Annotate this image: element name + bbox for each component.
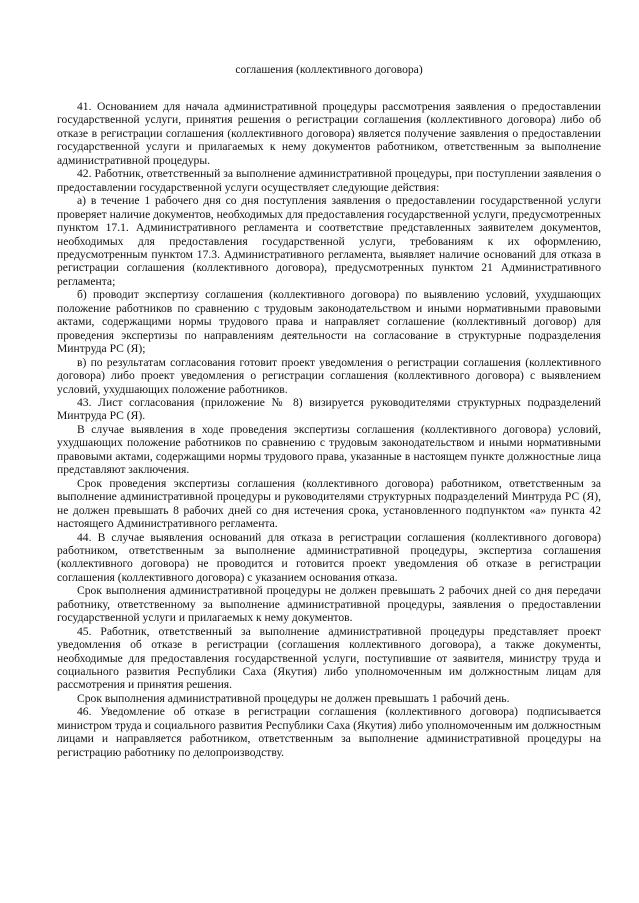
paragraph-42-a: а) в течение 1 рабочего дня со дня поступления заявления о предоставлении государственной услуги проверяет наличие документов, необходимых для предоставления государственной услуги, предусмотренных пунктом 17.1. Административного регламента и соответствие представленных заявителем документов, необходимых для предоставления государственной услуги, требованиям к их оформлению, предусмотренным пунктом 17.3. Административного регламента, выявляет наличие оснований для отказа в регистрации соглашения (коллективного договора), предусмотренных пунктом 21 Административного регламента;: [57, 194, 601, 288]
paragraph-43-expertise: В случае выявления в ходе проведения экспертизы соглашения (коллективного договора) условий, ухудшающих положение работников по сравнению с трудовым законодательством и иными нормативными правовыми актами, содержащими нормы трудового права, указанные в настоящем пункте должностные лица представляют заключения.: [57, 422, 601, 477]
paragraph-42-v: в) по результатам согласования готовит проект уведомления о регистрации соглашения (коллективного договора) либо проект уведомления о регистрации соглашения (коллективного договора) с выявлением условий, ухудшающих положение работников.: [57, 355, 601, 396]
paragraph-42: 42. Работник, ответственный за выполнение административной процедуры, при поступлении заявления о предоставлении государственной услуги осуществляет следующие действия:: [57, 167, 601, 194]
paragraph-45-term: Срок выполнения административной процедуры не должен превышать 1 рабочий день.: [77, 691, 510, 705]
paragraph-44: 44. В случае выявления оснований для отказа в регистрации соглашения (коллективного договора) работником, ответственным за выполнение административной процедуры, экспертиза соглашения (коллективного договора) не проводится и готовится проект уведомления об отказе в регистрации соглашения (коллективного договора) с указанием основания отказа.: [57, 530, 601, 584]
paragraph-45: 45. Работник, ответственный за выполнение административной процедуры представляет проект уведомления об отказе в регистрации (соглашения коллективного договора), а также документы, необходимые для предоставления государственной услуги, поступившие от заявителя, министру труда и социального развития Республики Саха (Якутия) либо уполномоченным им должностным лицам для рассмотрения и принятия решения.: [57, 624, 601, 692]
paragraph-41: 41. Основанием для начала административной процедуры рассмотрения заявления о предоставлении государственной услуги, принятия решения о регистрации соглашения (коллективного договора) либо об отказе в регистрации соглашения (коллективного договора) является получение заявления о предоставлении государственной услуги и прилагаемых к нему документов работником, ответственным за выполнение административной процедуры.: [57, 100, 601, 167]
page-heading: соглашения (коллективного договора): [235, 63, 423, 76]
document-body: [57, 100, 601, 759]
paragraph-43: 43. Лист согласования (приложение № 8) визируется руководителями структурных подразделений Минтруда РС (Я).: [57, 395, 601, 423]
paragraph-44-term: Срок выполнения административной процедуры не должен превышать 2 рабочих дней со дня передачи работнику, ответственному за выполнение административной процедуры, заявления о предоставлении государственной услуги и прилагаемых к нему документов.: [57, 584, 601, 625]
paragraph-46: 46. Уведомление об отказе в регистрации соглашения (коллективного договора) подписывается министром труда и социального развития Республики Саха (Якутия) либо уполномоченным им должностным лицами и направляется работником, ответственным за выполнение административной процедуры на регистрацию работнику по делопроизводству.: [57, 705, 601, 759]
paragraph-42-b: б) проводит экспертизу соглашения (коллективного договора) по выявлению условий, ухудшающих положение работников по сравнению с трудовым законодательством и иными нормативными правовыми актами, содержащими нормы трудового права и направляет соглашение (коллективный договор) для проведения экспертизы по направлениям деятельности на согласование в структурные подразделения Минтруда РС (Я);: [57, 288, 601, 356]
paragraph-43-term: Срок проведения экспертизы соглашения (коллективного договора) работником, ответственным за выполнение административной процедуры и руководителями структурных подразделений Минтруда РС (Я), не должен превышать 8 рабочих дней со дня истечения срока, установленного подпунктом «а» пункта 42 настоящего Административного регламента.: [57, 476, 601, 531]
